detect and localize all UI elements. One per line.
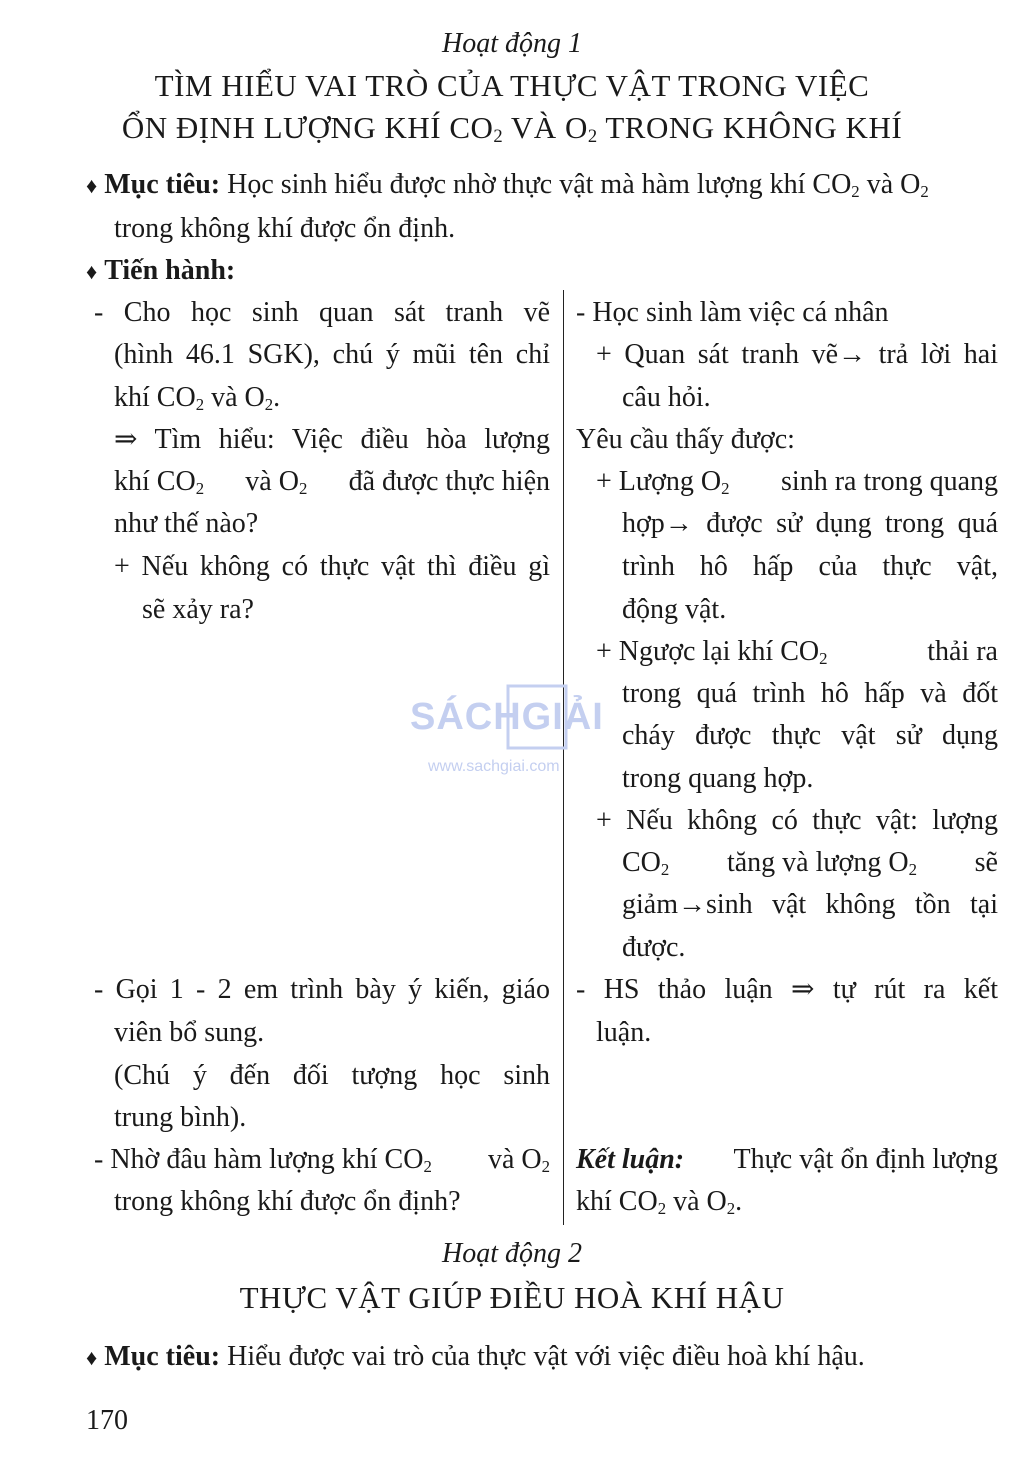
activity-1-title-line-2: ỔN ĐỊNH LƯỢNG KHÍ $CO_2$ VÀ $O_2$ TRONG KHÔNG KHÍ	[121, 110, 903, 147]
left-line-6: như thế nào?	[114, 508, 259, 539]
right-line-14: $CO_2$ tăng và lượng $O_2$ sẽ	[622, 847, 998, 879]
bullet-icon: ♦	[86, 173, 98, 198]
right-line-5: + Lượng $O_2$ sinh ra trong quang	[596, 466, 998, 498]
right-line-16: được.	[622, 932, 686, 963]
left-line-9: - Gọi 1 - 2 em trình bày ý kiến, giáo	[94, 974, 550, 1005]
watermark-brand: SÁCHGIẢI	[410, 696, 604, 738]
right-line-12: trong quang hợp.	[622, 763, 814, 794]
right-line-11: cháy được thực vật sử dụng	[622, 720, 998, 751]
right-line-1: - Học sinh làm việc cá nhân	[576, 297, 889, 328]
watermark-url: www.sachgiai.com	[428, 758, 560, 775]
objective-label: Mục tiêu:	[104, 169, 221, 200]
right-line-15: giảm→sinh vật không tồn tại	[622, 889, 998, 920]
activity-2-title: THỰC VẬT GIÚP ĐIỀU HOÀ KHÍ HẬU	[239, 1280, 785, 1315]
right-line-10: trong quá trình hô hấp và đốt	[622, 678, 998, 709]
objective-label: Mục tiêu:	[104, 1341, 221, 1372]
procedure-heading: ♦ Tiến hành:	[86, 255, 236, 286]
right-line-20: khí $CO_2$ và $O_2$.	[576, 1186, 743, 1218]
right-line-19: Kết luận: Thực vật ổn định lượng	[576, 1139, 998, 1181]
activity-1-label: Hoạt động 1	[442, 28, 582, 59]
left-line-14: trong không khí được ổn định?	[114, 1186, 461, 1217]
watermark-logo	[410, 682, 620, 782]
left-line-8: sẽ xảy ra?	[142, 594, 254, 625]
page-number: 170	[86, 1405, 128, 1436]
right-line-18: luận.	[596, 1017, 652, 1048]
right-line-17: - HS thảo luận ⇒ tự rút ra kết	[576, 974, 998, 1005]
right-line-8: động vật.	[622, 594, 727, 625]
right-line-13: + Nếu không có thực vật: lượng	[596, 805, 998, 836]
left-line-7: + Nếu không có thực vật thì điều gì	[114, 551, 550, 582]
objective-1-line-1: ♦ Mục tiêu: Học sinh hiểu được nhờ thực vật mà hàm lượng khí $CO_2$ và $O_2$	[86, 169, 929, 201]
left-line-5: khí $CO_2$ và $O_2$ đã được thực hiện	[114, 466, 550, 498]
bullet-icon: ♦	[86, 259, 98, 284]
left-line-4: ⇒ Tìm hiểu: Việc điều hòa lượng	[114, 424, 550, 455]
left-line-2: (hình 46.1 SGK), chú ý mũi tên chỉ	[114, 339, 550, 370]
right-line-6: hợp→ được sử dụng trong quá	[622, 508, 998, 539]
bullet-icon: ♦	[86, 1345, 98, 1370]
left-line-1: - Cho học sinh quan sát tranh vẽ	[94, 297, 550, 328]
right-line-3: câu hỏi.	[622, 382, 711, 413]
left-line-11: (Chú ý đến đối tượng học sinh	[114, 1060, 550, 1091]
right-line-7: trình hô hấp của thực vật,	[622, 551, 998, 582]
activity-2-label: Hoạt động 2	[442, 1238, 582, 1269]
objective-1-line-2: trong không khí được ổn định.	[114, 213, 456, 244]
left-line-10: viên bổ sung.	[114, 1017, 265, 1048]
left-line-12: trung bình).	[114, 1102, 247, 1133]
right-line-4: Yêu cầu thấy được:	[576, 424, 795, 455]
conclusion-label: Kết luận:	[576, 1144, 685, 1175]
right-line-2: + Quan sát tranh vẽ→ trả lời hai	[596, 339, 998, 370]
right-line-9: + Ngược lại khí $CO_2$ thải ra	[596, 636, 998, 668]
objective-2-line: ♦ Mục tiêu: Hiểu được vai trò của thực vật với việc điều hoà khí hậu.	[86, 1341, 865, 1372]
left-line-3: khí $CO_2$ và $O_2$.	[114, 382, 281, 414]
activity-1-title-line-1: TÌM HIỂU VAI TRÒ CỦA THỰC VẬT TRONG VIỆC	[154, 68, 870, 103]
left-line-13: - Nhờ đâu hàm lượng khí $CO_2$ và $O_2$	[94, 1144, 550, 1176]
